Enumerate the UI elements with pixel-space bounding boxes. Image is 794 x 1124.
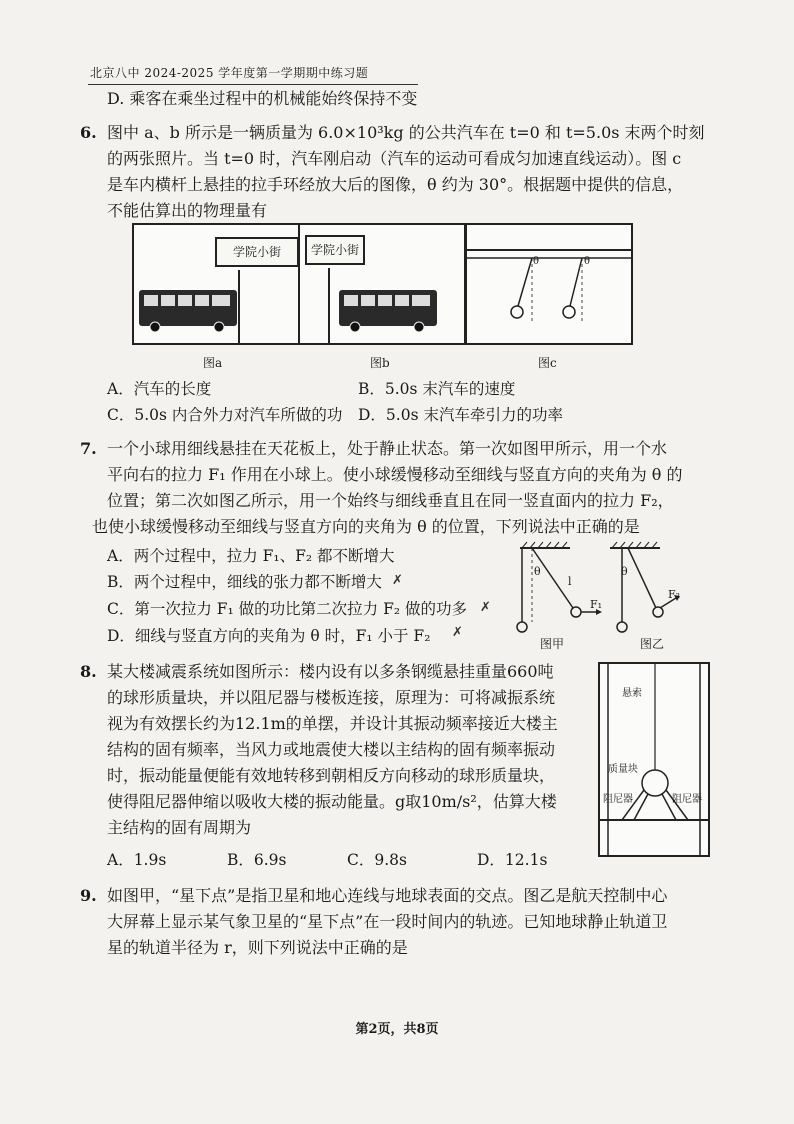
q8-option-d[interactable]: D．12.1s [477, 851, 548, 869]
q6-fig-b-sign: 学院小街 [305, 235, 365, 265]
q6-option-d[interactable]: D．5.0s 末汽车牵引力的功率 [358, 406, 563, 424]
q7-number: 7. [80, 439, 97, 458]
exam-header: 北京八中 2024-2025 学年度第一学期期中练习题 [90, 66, 369, 80]
header-divider [88, 84, 418, 85]
q8-fig-damper-right: 阻尼器 [672, 794, 702, 805]
q7-line-1: 一个小球用细线悬挂在天花板上，处于静止状态。第一次如图甲所示，用一个水 [107, 439, 668, 458]
q6-caption-c: 图c [538, 356, 557, 370]
q6-line-2: 的两张照片。当 t=0 时，汽车刚启动（汽车的运动可看成匀加速直线运动）。图 c [107, 149, 682, 168]
q8-line-6: 使得阻尼器伸缩以吸收大楼的振动能量。g取10m/s²，估算大楼 [107, 792, 557, 811]
q7-fig-yi-theta: θ [621, 565, 628, 578]
q9-line-2: 大屏幕上显示某气象卫星的“星下点”在一段时间内的轨迹。已知地球静止轨道卫 [107, 912, 668, 931]
q7-option-d-cross-mark: ✗ [452, 625, 463, 640]
q5-option-d: D. 乘客在乘坐过程中的机械能始终保持不变 [107, 89, 418, 108]
q7-option-c[interactable]: C．第一次拉力 F₁ 做的功比第二次拉力 F₂ 做的功多 [107, 600, 468, 618]
q8-line-7: 主结构的固有周期为 [107, 818, 252, 837]
q8-line-3: 视为有效摆长约为12.1m的单摆，并设计其振动频率接近大楼主 [107, 714, 558, 733]
q7-caption-yi: 图乙 [640, 637, 665, 651]
q8-fig-damper-left: 阻尼器 [603, 794, 633, 805]
q6-caption-b: 图b [370, 356, 390, 370]
q8-number: 8. [80, 662, 97, 681]
q6-number: 6. [80, 123, 97, 142]
q7-fig-yi-f2: F₂ [668, 588, 681, 601]
q9-number: 9. [80, 886, 97, 905]
q7-line-4: 也使小球缓慢移动至细线与竖直方向的夹角为 θ 的位置，下列说法中正确的是 [92, 517, 640, 536]
page-footer: 第2页，共8页 [355, 1022, 439, 1037]
q7-option-b-cross-mark: ✗ [392, 573, 403, 588]
q8-option-b[interactable]: B．6.9s [227, 851, 287, 869]
q8-fig-mass-label: 质量块 [608, 764, 638, 775]
q8-option-a[interactable]: A．1.9s [107, 851, 167, 869]
ceiling-hatch-yi [610, 542, 660, 548]
q7-option-a[interactable]: A．两个过程中，拉力 F₁、F₂ 都不断增大 [107, 547, 395, 565]
q7-fig-jia-theta: θ [534, 565, 541, 578]
q6-option-b[interactable]: B．5.0s 末汽车的速度 [358, 380, 516, 398]
q8-line-5: 时，振动能量便能有效地转移到朝相反方向移动的球形质量块， [107, 766, 556, 785]
q7-line-2: 平向右的拉力 F₁ 作用在小球上。使小球缓慢移动至细线与竖直方向的夹角为 θ 的 [107, 465, 683, 484]
q6-caption-a: 图a [203, 356, 223, 370]
q6-line-3: 是车内横杆上悬挂的拉手环经放大后的图像，θ 约为 30°。根据题中提供的信息， [107, 175, 684, 194]
q8-fig-cable-label: 悬索 [622, 688, 642, 699]
q9-line-1: 如图甲，“星下点”是指卫星和地心连线与地球表面的交点。图乙是航天控制中心 [107, 886, 668, 905]
q6-fig-a-sign: 学院小街 [215, 237, 299, 267]
q7-option-c-cross-mark: ✗ [480, 600, 491, 615]
q7-option-b[interactable]: B．两个过程中，细线的张力都不断增大 [107, 573, 382, 591]
q7-line-3: 位置；第二次如图乙所示，用一个始终与细线垂直且在同一竖直面内的拉力 F₂， [107, 491, 674, 510]
ceiling-hatch-jia [520, 542, 570, 548]
q6-fig-c-theta-1: θ [533, 256, 540, 267]
bus-icon [339, 290, 437, 332]
q7-fig-jia-f1: F₁ [590, 598, 603, 611]
q8-option-c[interactable]: C．9.8s [347, 851, 407, 869]
q6-option-c[interactable]: C．5.0s 内合外力对汽车所做的功 [107, 406, 343, 424]
q6-figure-c [466, 224, 632, 344]
q6-line-4: 不能估算出的物理量有 [107, 201, 268, 220]
bus-icon [139, 290, 237, 332]
q7-caption-jia: 图甲 [540, 637, 565, 651]
q8-line-1: 某大楼减震系统如图所示：楼内设有以多条钢缆悬挂重量660吨 [107, 662, 554, 681]
q6-line-1: 图中 a、b 所示是一辆质量为 6.0×10³kg 的公共汽车在 t=0 和 t=5.0s 末两个时刻 [107, 123, 705, 142]
q8-line-4: 结构的固有频率，当风力或地震使大楼以主结构的固有频率振动 [107, 740, 556, 759]
q8-line-2: 的球形质量块，并以阻尼器与楼板连接，原理为：可将减振系统 [107, 688, 556, 707]
q9-line-3: 星的轨道半径为 r，则下列说法中正确的是 [107, 938, 408, 957]
q7-fig-jia-l: l [568, 575, 572, 588]
q6-fig-c-theta-2: θ [584, 256, 591, 267]
q6-option-a[interactable]: A．汽车的长度 [107, 380, 212, 398]
q7-option-d[interactable]: D．细线与竖直方向的夹角为 θ 时，F₁ 小于 F₂ [107, 627, 431, 645]
